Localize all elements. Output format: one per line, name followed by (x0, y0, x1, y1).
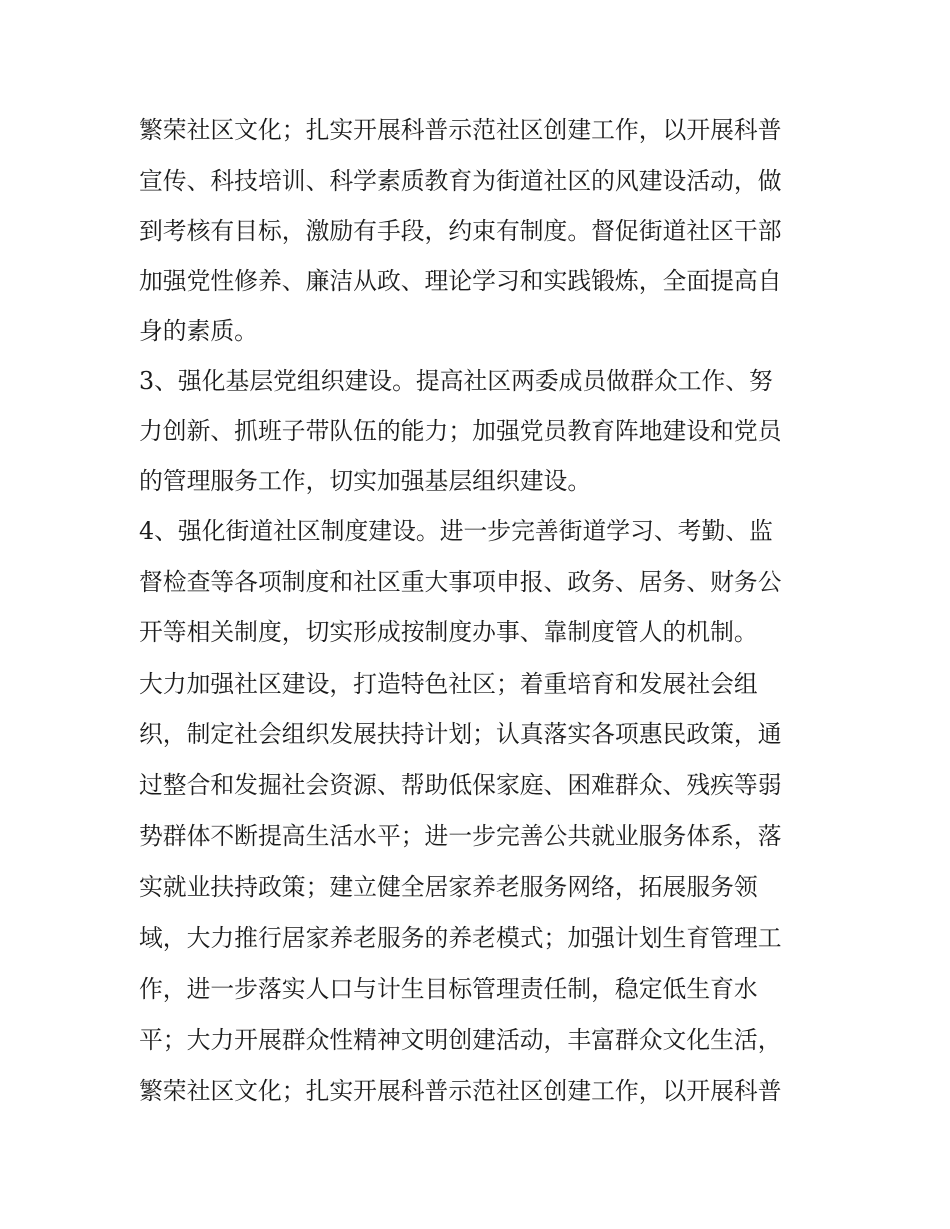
text-line: 到考核有目标，激励有手段，约束有制度。督促街道社区干部 (139, 217, 782, 245)
text-line: 实就业扶持政策；建立健全居家养老服务网络，拓展服务领 (139, 873, 758, 901)
text-line: 的管理服务工作，切实加强基层组织建设。 (139, 467, 592, 495)
text-line: 身的素质。 (139, 317, 258, 345)
text-line: 域，大力推行居家养老服务的养老模式；加强计划生育管理工 (139, 924, 782, 952)
text-line: 织，制定社会组织发展扶持计划；认真落实各项惠民政策，通 (139, 720, 782, 748)
text-line: 过整合和发掘社会资源、帮助低保家庭、困难群众、残疾等弱 (139, 771, 782, 799)
text-line: 势群体不断提高生活水平；进一步完善公共就业服务体系，落 (139, 822, 782, 850)
text-line: 繁荣社区文化；扎实开展科普示范社区创建工作，以开展科普 (139, 1077, 782, 1105)
text-line: 大力加强社区建设，打造特色社区；着重培育和发展社会组 (139, 670, 758, 698)
text-line: 督检查等各项制度和社区重大事项申报、政务、居务、财务公 (139, 568, 782, 596)
text-line: 加强党性修养、廉洁从政、理论学习和实践锻炼，全面提高自 (139, 267, 782, 295)
text-line: 宣传、科技培训、科学素质教育为街道社区的风建设活动，做 (139, 167, 782, 195)
text-line: 繁荣社区文化；扎实开展科普示范社区创建工作，以开展科普 (139, 116, 782, 144)
text-line: 4、强化街道社区制度建设。进一步完善街道学习、考勤、监 (139, 517, 773, 545)
text-line: 作，进一步落实人口与计生目标管理责任制，稳定低生育水 (139, 975, 758, 1003)
text-line: 开等相关制度，切实形成按制度办事、靠制度管人的机制。 (139, 618, 758, 646)
text-line: 力创新、抓班子带队伍的能力；加强党员教育阵地建设和党员 (139, 417, 782, 445)
text-line: 平；大力开展群众性精神文明创建活动，丰富群众文化生活， (139, 1026, 782, 1054)
text-line: 3、强化基层党组织建设。提高社区两委成员做群众工作、努 (139, 367, 773, 395)
